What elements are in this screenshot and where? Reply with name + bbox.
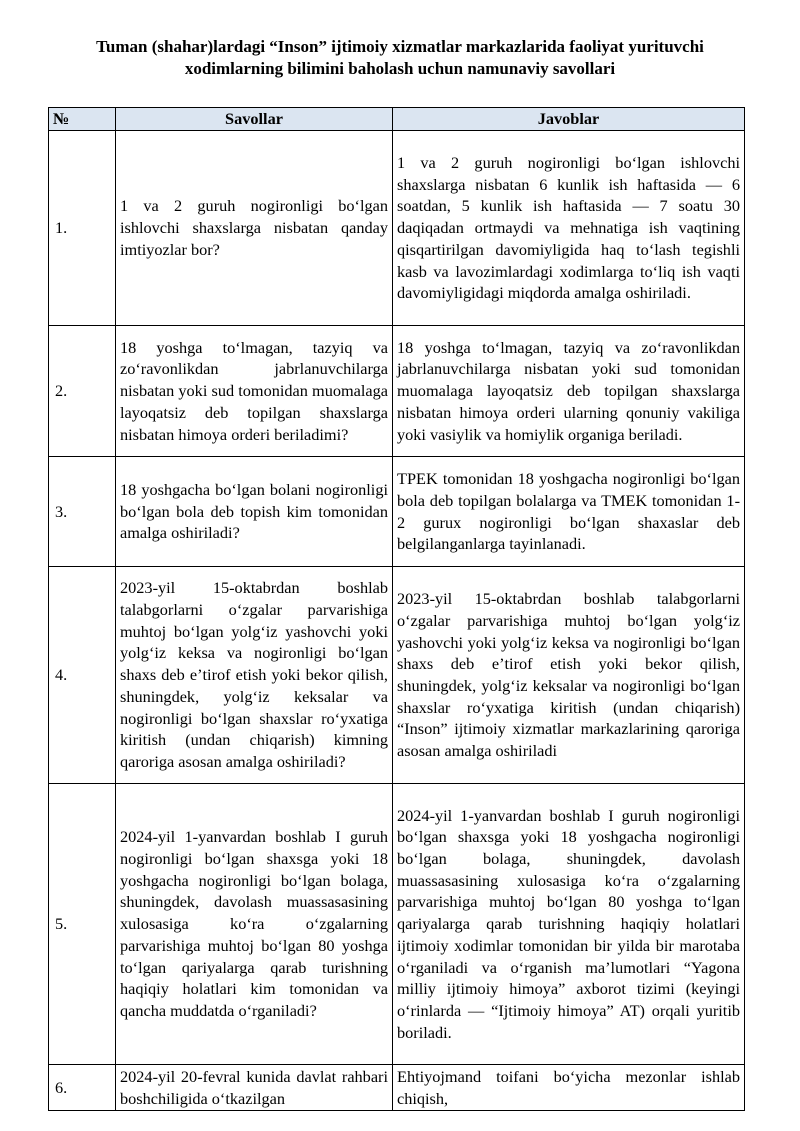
question-cell: 2023-yil 15-oktabrdan boshlab talabgorlarni oʻzgalar parvarishiga muhtoj boʻlgan yolgʻiz yashovchi yoki yolgʻiz keksa va nogironligi boʻlgan shaxs deb eʼtirof etish yoki bekor qilish, shuningdek, yolgʻiz keksalar va nogironligi boʻlgan shaxslar roʻyxatiga kiritish (undan chiqarish) kimning qaroriga asosan amalga oshiriladi?: [116, 567, 393, 784]
question-cell: 2024-yil 1-yanvardan boshlab I guruh nogironligi boʻlgan shaxsga yoki 18 yoshgacha nogironligi boʻlgan bolaga, shuningdek, davolash muassasasining xulosasiga koʻra oʻzgalarning parvarishiga muhtoj boʻlgan 80 yoshga toʻlgan qariyalarga qarab turishning haqiqiy holatlari kim tomonidan va qancha muddatda oʻrganiladi?: [116, 784, 393, 1065]
header-answers: Javoblar: [393, 108, 745, 131]
title-line-1: Tuman (shahar)lardagi “Inson” ijtimoiy xizmatlar markazlarida faoliyat yurituvchi: [96, 37, 704, 56]
answer-cell: 18 yoshga toʻlmagan, tazyiq va zoʻravonlikdan jabrlanuvchilarga nisbatan yoki sud tomonidan muomalaga layoqatsiz deb topilgan shaxslarga nisbatan himoya orderi ularning qonuniy vakiliga yoki vasiylik va homiylik organiga beriladi.: [393, 326, 745, 457]
row-number: 1.: [49, 131, 116, 326]
row-number: 6.: [49, 1065, 116, 1111]
question-cell: 1 va 2 guruh nogironligi boʻlgan ishlovchi shaxslarga nisbatan qanday imtiyozlar bor?: [116, 131, 393, 326]
row-number: 4.: [49, 567, 116, 784]
table-row: [49, 1065, 745, 1111]
question-cell: 18 yoshga toʻlmagan, tazyiq va zoʻravonlikdan jabrlanuvchilarga nisbatan yoki sud tomonidan muomalaga layoqatsiz deb topilgan shaxslarga nisbatan himoya orderi beriladimi?: [116, 326, 393, 457]
row-number: 2.: [49, 326, 116, 457]
table-header-row: [49, 108, 745, 131]
table-row: [49, 784, 745, 1065]
header-questions: Savollar: [116, 108, 393, 131]
document-title: [40, 36, 760, 80]
question-cell: 18 yoshgacha boʻlgan bolani nogironligi boʻlgan bola deb topish kim tomonidan amalga oshiriladi?: [116, 457, 393, 567]
question-text: 2024-yil 20-fevral kunida davlat rahbari boshchiligida oʻtkazilgan: [120, 1067, 388, 1108]
row-number: 5.: [49, 784, 116, 1065]
table-row: [49, 457, 745, 567]
answer-cell: [393, 1065, 745, 1111]
table-row: [49, 567, 745, 784]
answer-cell: 1 va 2 guruh nogironligi boʻlgan ishlovchi shaxslarga nisbatan 6 kunlik ish haftasida — 6 soatdan, 5 kunlik ish haftasida — 7 soatu 30 daqiqadan ortmaydi va mehnatiga ish vaqtining qisqartirilgan davomiyligida haq toʻlash tegishli kasb va lavozimlardagi xodimlarga toʻliq ish vaqti davomiyligidagi miqdorda amalga oshiriladi.: [393, 131, 745, 326]
questions-table: [48, 107, 745, 1111]
table-row: [49, 131, 745, 326]
answer-cell: 2024-yil 1-yanvardan boshlab I guruh nogironligi boʻlgan shaxsga yoki 18 yoshgacha nogironligi boʻlgan bolaga, shuningdek, davolash muassasasining xulosasiga koʻra oʻzgalarning parvarishiga muhtoj boʻlgan 80 yoshga toʻlgan qariyalarga qarab turishning haqiqiy holatlari ijtimoiy xodimlar tomonidan bir yilda bir marotaba oʻrganiladi va oʻrganish maʼlumotlari “Yagona milliy ijtimoiy himoya” axborot tizimi (keyingi oʻrinlarda — “Ijtimoiy himoya” AT) orqali yuritib boriladi.: [393, 784, 745, 1065]
title-line-2: xodimlarning bilimini baholash uchun namunaviy savollari: [184, 59, 616, 78]
question-cell: [116, 1065, 393, 1111]
answer-text: Ehtiyojmand toifani boʻyicha mezonlar ishlab chiqish,: [397, 1067, 740, 1108]
header-number: №: [49, 108, 116, 131]
answer-cell: TPEK tomonidan 18 yoshgacha nogironligi boʻlgan bola deb topilgan bolalarga va TMEK tomonidan 1-2 gurux nogironligi boʻlgan shaxaslar deb belgilanganlarga tayinlanadi.: [393, 457, 745, 567]
answer-cell: 2023-yil 15-oktabrdan boshlab talabgorlarni oʻzgalar parvarishiga muhtoj boʻlgan yolgʻiz yashovchi yoki yolgʻiz keksa va nogironligi boʻlgan shaxs deb eʼtirof etish yoki bekor qilish, shuningdek, yolgʻiz keksalar va nogironligi boʻlgan shaxslar roʻyxatiga kiritish (undan chiqarish) “Inson” ijtimoiy xizmatlar markazlarining qaroriga asosan amalga oshiriladi: [393, 567, 745, 784]
table-row: [49, 326, 745, 457]
row-number: 3.: [49, 457, 116, 567]
